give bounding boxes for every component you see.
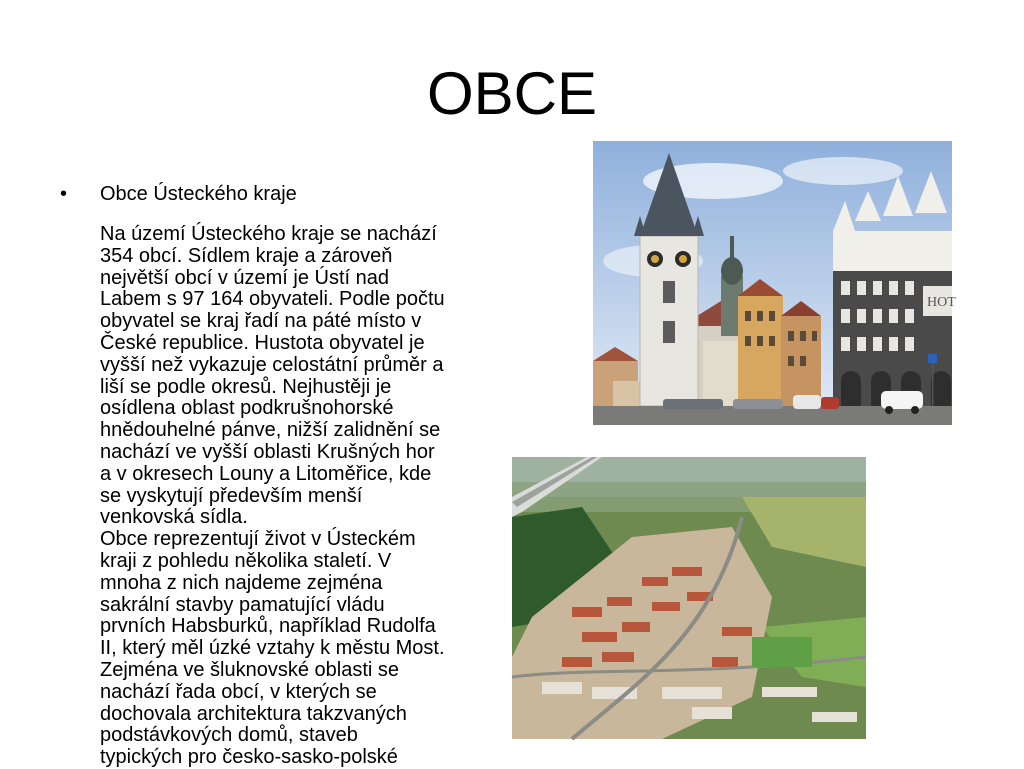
body-line: podstávkových domů, staveb — [100, 724, 358, 747]
body-line: sakrální stavby pamatující vládu — [100, 593, 385, 616]
body-line: Na území Ústeckého kraje se nachází — [100, 223, 437, 245]
bullet-heading: Obce Ústeckého kraje — [100, 183, 297, 205]
body-line: liší se podle okresů. Nejhustěji je — [100, 375, 392, 398]
aerial-town-photo — [512, 457, 866, 739]
body-line: vyšší než vykazuje celostátní průměr a — [100, 353, 444, 376]
body-line: 354 obcí. Sídlem kraje a zároveň — [100, 244, 393, 267]
body-line: mnoha z nich najdeme zejména — [100, 571, 383, 594]
body-line: a v okresech Louny a Litoměřice, kde — [100, 462, 432, 485]
body-line: nachází ve vyšší oblasti Krušných hor — [100, 440, 435, 463]
body-line: osídlena oblast podkrušnohorské — [100, 397, 394, 420]
body-text — [100, 224, 500, 769]
body-line: venkovská sídla. — [100, 506, 248, 529]
body-line: kraji z pohledu několika staletí. V — [100, 549, 392, 572]
body-line: se vyskytují především menší — [100, 484, 363, 507]
body-line: České republice. Hustota obyvatel je — [100, 331, 425, 354]
body-line: typických pro česko-sasko-polské — [100, 746, 398, 769]
bullet-marker: • — [60, 183, 68, 205]
body-line: Zejména ve šluknovské oblasti se — [100, 658, 400, 681]
body-line: největší obcí v území je Ústí nad — [100, 266, 390, 289]
hotel-sign-text: HOT — [927, 295, 956, 310]
body-line: II, který měl úzké vztahy k městu Most. — [100, 637, 445, 660]
body-line: hnědouhelné pánve, nižší zalidnění se — [100, 419, 441, 442]
slide-title: OBCE — [426, 60, 598, 127]
body-line: Labem s 97 164 obyvateli. Podle počtu — [100, 288, 445, 311]
body-line: dochovala architektura takzvaných — [100, 702, 407, 725]
body-line: Obce reprezentují život v Ústeckém — [100, 528, 416, 551]
body-line: nachází řada obcí, v kterých se — [100, 680, 377, 703]
body-line: obyvatel se kraj řadí na páté místo v — [100, 310, 422, 333]
body-line: prvních Habsburků, například Rudolfa — [100, 615, 436, 638]
town-square-photo — [593, 141, 956, 425]
